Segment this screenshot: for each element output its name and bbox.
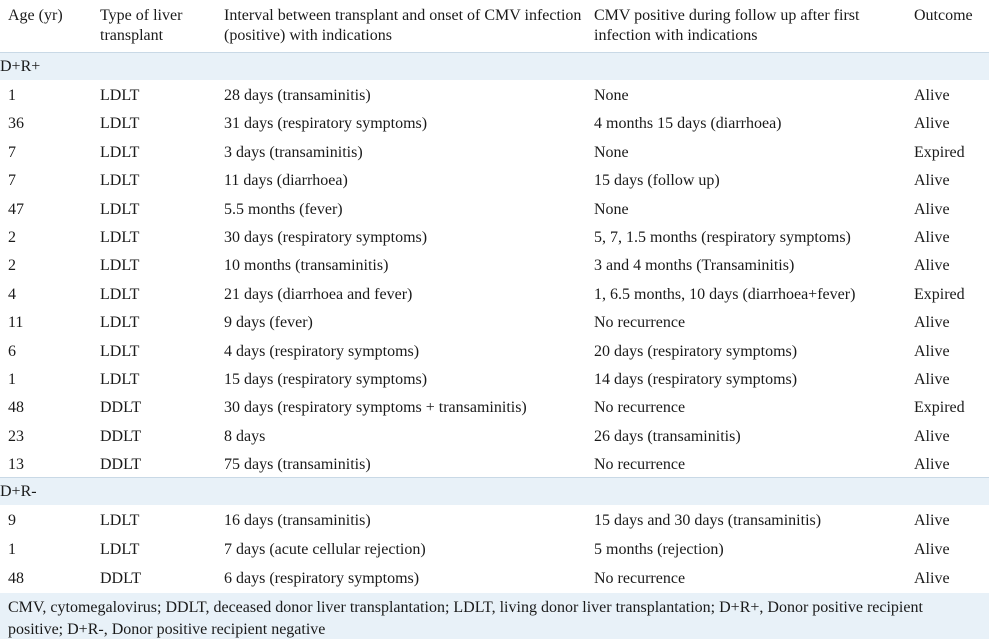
cell-interval: 75 days (transaminitis): [224, 456, 371, 474]
table-row: [0, 250, 989, 278]
cell-transplant-type: LDLT: [100, 285, 140, 303]
cell-interval: 30 days (respiratory symptoms): [224, 228, 428, 246]
table-row: [0, 505, 989, 534]
cell-age: 1: [8, 87, 16, 104]
cell-outcome: Expired: [914, 285, 965, 303]
cell-transplant-type: LDLT: [100, 87, 140, 104]
table-row: [0, 336, 989, 364]
cell-follow-up: 4 months 15 days (diarrhoea): [594, 115, 782, 133]
cell-transplant-type: LDLT: [100, 342, 140, 360]
cell-age: 7: [8, 172, 16, 190]
cell-transplant-type: LDLT: [100, 370, 140, 388]
cell-follow-up: No recurrence: [594, 399, 686, 417]
cell-outcome: Alive: [914, 427, 950, 445]
cell-interval: 31 days (respiratory symptoms): [224, 115, 428, 133]
cell-follow-up: 15 days and 30 days (transaminitis): [594, 512, 822, 530]
cell-follow-up: 15 days (follow up): [594, 172, 720, 190]
header-transplant-type: Type of liver transplant: [100, 7, 183, 44]
cell-age: 47: [8, 200, 24, 218]
cell-outcome: Alive: [914, 541, 950, 559]
cell-age: 9: [8, 512, 16, 530]
header-row: [0, 0, 989, 52]
cell-interval: 28 days (transaminitis): [224, 87, 371, 104]
cell-follow-up: 3 and 4 months (Transaminitis): [594, 257, 795, 275]
cell-interval: 9 days (fever): [224, 314, 313, 332]
cell-transplant-type: LDLT: [100, 172, 140, 190]
cell-age: 1: [8, 370, 16, 388]
cell-transplant-type: LDLT: [100, 200, 140, 218]
table-row: [0, 165, 989, 193]
cell-age: 7: [8, 143, 16, 161]
cell-transplant-type: DDLT: [100, 399, 142, 417]
cell-age: 48: [8, 569, 24, 587]
table-row: [0, 364, 989, 392]
cell-follow-up: 14 days (respiratory symptoms): [594, 370, 798, 388]
cell-outcome: Alive: [914, 314, 950, 332]
cell-interval: 5.5 months (fever): [224, 200, 343, 218]
cell-outcome: Alive: [914, 456, 950, 474]
table-row: [0, 222, 989, 250]
group-d-pos-r-neg: [0, 477, 989, 591]
cell-age: 2: [8, 228, 16, 246]
cell-transplant-type: DDLT: [100, 427, 142, 445]
cell-transplant-type: LDLT: [100, 228, 140, 246]
cell-outcome: Alive: [914, 228, 950, 246]
cell-follow-up: 1, 6.5 months, 10 days (diarrhoea+fever): [594, 285, 856, 303]
cell-transplant-type: LDLT: [100, 257, 140, 275]
cell-outcome: Expired: [914, 399, 965, 417]
cell-interval: 3 days (transaminitis): [224, 143, 363, 161]
header-outcome: Outcome: [914, 7, 973, 24]
cell-outcome: Alive: [914, 115, 950, 133]
cell-interval: 21 days (diarrhoea and fever): [224, 285, 413, 303]
cell-follow-up: No recurrence: [594, 314, 686, 332]
cell-interval: 7 days (acute cellular rejection): [224, 541, 426, 559]
cell-outcome: Alive: [914, 569, 950, 587]
group-header-row: [0, 477, 989, 505]
cell-outcome: Alive: [914, 342, 950, 360]
cell-transplant-type: LDLT: [100, 541, 140, 559]
header-interval: Interval between transplant and onset of CMV infection (positive) with indications: [224, 7, 582, 44]
table-row: [0, 449, 989, 477]
cell-age: 2: [8, 257, 16, 275]
cell-age: 1: [8, 541, 16, 559]
cell-age: 13: [8, 456, 24, 474]
table-row: [0, 421, 989, 449]
cell-interval: 15 days (respiratory symptoms): [224, 370, 428, 388]
table-row: [0, 80, 989, 108]
cell-interval: 4 days (respiratory symptoms): [224, 342, 420, 360]
group-header-row: [0, 52, 989, 80]
cell-outcome: Alive: [914, 172, 950, 190]
cell-outcome: Alive: [914, 87, 950, 104]
cell-follow-up: None: [594, 200, 629, 218]
cell-interval: 30 days (respiratory symptoms + transaminitis): [224, 399, 527, 417]
cell-follow-up: None: [594, 143, 629, 161]
table-row: [0, 563, 989, 592]
cell-follow-up: No recurrence: [594, 569, 686, 587]
cell-follow-up: 26 days (transaminitis): [594, 427, 741, 445]
cell-follow-up: No recurrence: [594, 456, 686, 474]
cell-age: 4: [8, 285, 16, 303]
table-footnote: CMV, cytomegalovirus; DDLT, deceased donor liver transplantation; LDLT, living donor liver transplantation; D+R+, Donor positive recipient positive; D+R-, Donor positive recipient negative: [0, 593, 989, 639]
group-label: D+R+: [0, 57, 41, 75]
table-row: [0, 194, 989, 222]
cell-follow-up: None: [594, 87, 629, 104]
cell-interval: 6 days (respiratory symptoms): [224, 569, 420, 587]
cell-interval: 16 days (transaminitis): [224, 512, 371, 530]
table-row: [0, 137, 989, 165]
cell-transplant-type: LDLT: [100, 512, 140, 530]
cell-interval: 11 days (diarrhoea): [224, 172, 348, 190]
cell-transplant-type: DDLT: [100, 456, 142, 474]
cell-interval: 10 months (transaminitis): [224, 257, 389, 275]
cell-age: 23: [8, 427, 24, 445]
cell-age: 48: [8, 399, 24, 417]
cell-outcome: Alive: [914, 257, 950, 275]
cell-interval: 8 days: [224, 427, 266, 445]
cell-transplant-type: LDLT: [100, 115, 140, 133]
header-follow-up: CMV positive during follow up after first infection with indications: [594, 7, 860, 44]
cell-transplant-type: LDLT: [100, 143, 140, 161]
cell-outcome: Alive: [914, 370, 950, 388]
table-row: [0, 534, 989, 563]
cell-age: 11: [8, 314, 24, 332]
cell-age: 6: [8, 342, 16, 360]
cell-outcome: Expired: [914, 143, 965, 161]
cell-transplant-type: DDLT: [100, 569, 142, 587]
header-age: Age (yr): [8, 7, 63, 24]
table-row: [0, 392, 989, 420]
cell-transplant-type: LDLT: [100, 314, 140, 332]
table-row: [0, 279, 989, 307]
group-label: D+R-: [0, 482, 37, 500]
table-row: [0, 108, 989, 136]
cell-follow-up: 5 months (rejection): [594, 541, 724, 559]
group-d-pos-r-pos: [0, 52, 989, 477]
cell-follow-up: 5, 7, 1.5 months (respiratory symptoms): [594, 228, 851, 246]
cell-outcome: Alive: [914, 512, 950, 530]
table-row: [0, 307, 989, 335]
cell-age: 36: [8, 115, 24, 133]
cell-follow-up: 20 days (respiratory symptoms): [594, 342, 798, 360]
cell-outcome: Alive: [914, 200, 950, 218]
